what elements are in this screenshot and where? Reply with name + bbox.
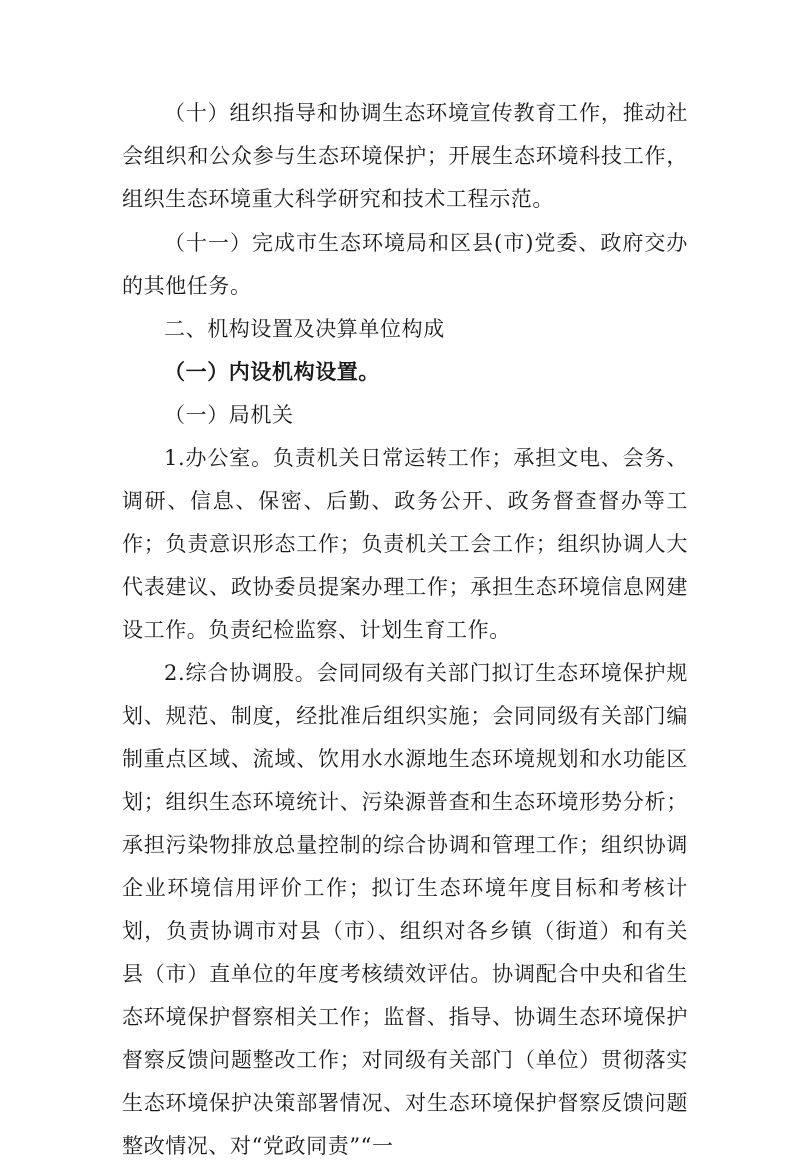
document-body — [122, 92, 688, 1168]
paragraph-duty-11: （十一）完成市生态环境局和区县(市)党委、政府交办的其他任务。 — [122, 231, 688, 298]
paragraph-general-office: 1.办公室。负责机关日常运转工作；承担文电、会务、调研、信息、保密、后勤、政务公开、政务督查督办等工作；负责意识形态工作；负责机关工会工作；组织协调人大代表建议、政协委员提案办理工作；承担生态环境信息网建设工作。负责纪检监察、计划生育工作。 — [122, 446, 688, 642]
paragraph-coordination-section: 2.综合协调股。会同同级有关部门拟订生态环境保护规划、规范、制度，经批准后组织实施；会同同级有关部门编制重点区域、流域、饮用水水源地生态环境规划和水功能区划；组织生态环境统计、污染源普查和生态环境形势分析；承担污染物排放总量控制的综合协调和管理工作；组织协调企业环境信用评价工作；拟订生态环境年度目标和考核计划，负责协调市对县（市）、组织对各乡镇（街道）和有关县（市）直单位的年度考核绩效评估。协调配合中央和省生态环境保护督察相关工作；监督、指导、协调生态环境保护督察反馈问题整改工作；对同级有关部门（单位）贯彻落实生态环境保护决策部署情况、对生态环境保护督察反馈问题整改情况、对“党政同责”“一 — [122, 661, 688, 1158]
subheading-bureau-office: （一）局机关 — [164, 403, 294, 427]
section-heading-structure: 二、机构设置及决算单位构成 — [164, 317, 445, 341]
subsection-heading-internal-units: （一）内设机构设置。 — [164, 360, 380, 384]
paragraph-duty-10: （十）组织指导和协调生态环境宣传教育工作，推动社会组织和公众参与生态环境保护；开展生态环境科技工作，组织生态环境重大科学研究和技术工程示范。 — [122, 101, 688, 211]
